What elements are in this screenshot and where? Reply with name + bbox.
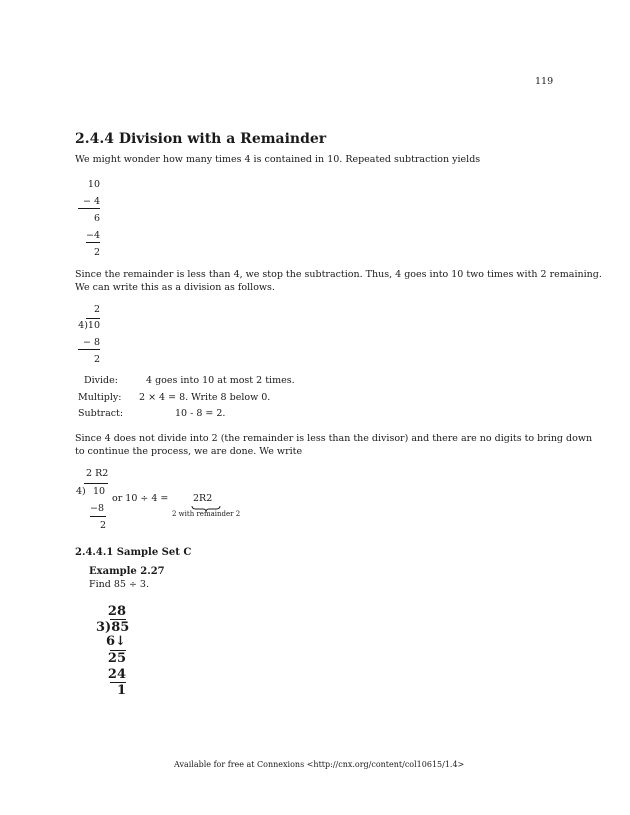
work-step-3: 24 bbox=[107, 667, 126, 682]
paragraph-1-line-1: Since the remainder is less than 4, we stop the subtraction. Thus, 4 goes into 10 two times with 2 remaining. bbox=[75, 269, 602, 280]
subtraction-line-3: 6 bbox=[93, 213, 100, 224]
remainder-equation: or 10 ÷ 4 = bbox=[112, 493, 169, 504]
work-divisor-dividend: 3)85 bbox=[96, 620, 130, 635]
work-step-2: 25 bbox=[107, 651, 126, 666]
footer-text: Available for free at Connexions <http://cnx.org/content/col10615/1.4> bbox=[174, 760, 465, 769]
subtraction-line-5: 2 bbox=[93, 247, 100, 258]
division-rule bbox=[78, 349, 100, 350]
remainder-dividend: 10 bbox=[93, 486, 106, 497]
brace-label: 2 with remainder 2 bbox=[172, 510, 241, 518]
subtraction-line-1: 10 bbox=[87, 179, 100, 190]
step-subtract-label: Subtract: bbox=[78, 408, 124, 419]
division-quotient: 2 bbox=[93, 304, 100, 315]
remainder-rule bbox=[90, 516, 106, 517]
step-divide-label: Divide: bbox=[84, 375, 118, 386]
example-title: Example 2.27 bbox=[89, 566, 165, 577]
subsection-heading: 2.4.4.1 Sample Set C bbox=[75, 547, 192, 558]
paragraph-2-line-2: to continue the process, we are done. We write bbox=[75, 446, 303, 457]
step-divide-text: 4 goes into 10 at most 2 times. bbox=[146, 375, 295, 386]
remainder-value: 2 bbox=[100, 520, 107, 531]
step-subtract-text: 10 - 8 = 2. bbox=[175, 408, 226, 419]
subtraction-rule-1 bbox=[78, 208, 100, 209]
subtraction-line-2: − 4 bbox=[82, 196, 100, 207]
remainder-quotient: 2 R2 bbox=[86, 468, 109, 479]
division-divisor-dividend: 4)10 bbox=[78, 320, 100, 331]
remainder-division-bar bbox=[84, 483, 108, 484]
page-number: 119 bbox=[535, 76, 554, 87]
division-bar bbox=[86, 318, 100, 319]
section-heading: 2.4.4 Division with a Remainder bbox=[75, 131, 327, 147]
step-multiply-label: Multiply: bbox=[78, 392, 122, 403]
division-subtract: − 8 bbox=[82, 337, 100, 348]
intro-text: We might wonder how many times 4 is contained in 10. Repeated subtraction yields bbox=[75, 154, 481, 165]
division-remainder: 2 bbox=[93, 354, 100, 365]
remainder-subtract: −8 bbox=[90, 503, 105, 514]
subtraction-line-4: −4 bbox=[85, 230, 100, 241]
remainder-divisor: 4) bbox=[76, 486, 86, 497]
remainder-result: 2R2 bbox=[193, 493, 213, 504]
paragraph-1-line-2: We can write this as a division as follows. bbox=[75, 282, 275, 293]
example-prompt: Find 85 ÷ 3. bbox=[89, 579, 150, 590]
step-multiply-text: 2 × 4 = 8. Write 8 below 0. bbox=[139, 392, 271, 403]
subtraction-rule-2 bbox=[86, 242, 100, 243]
work-step-4: 1 bbox=[116, 683, 126, 698]
work-step-1: 6↓ bbox=[106, 634, 126, 649]
paragraph-2-line-1: Since 4 does not divide into 2 (the remainder is less than the divisor) and there are no digits to bring down bbox=[75, 433, 593, 444]
work-quotient: 28 bbox=[107, 604, 126, 619]
